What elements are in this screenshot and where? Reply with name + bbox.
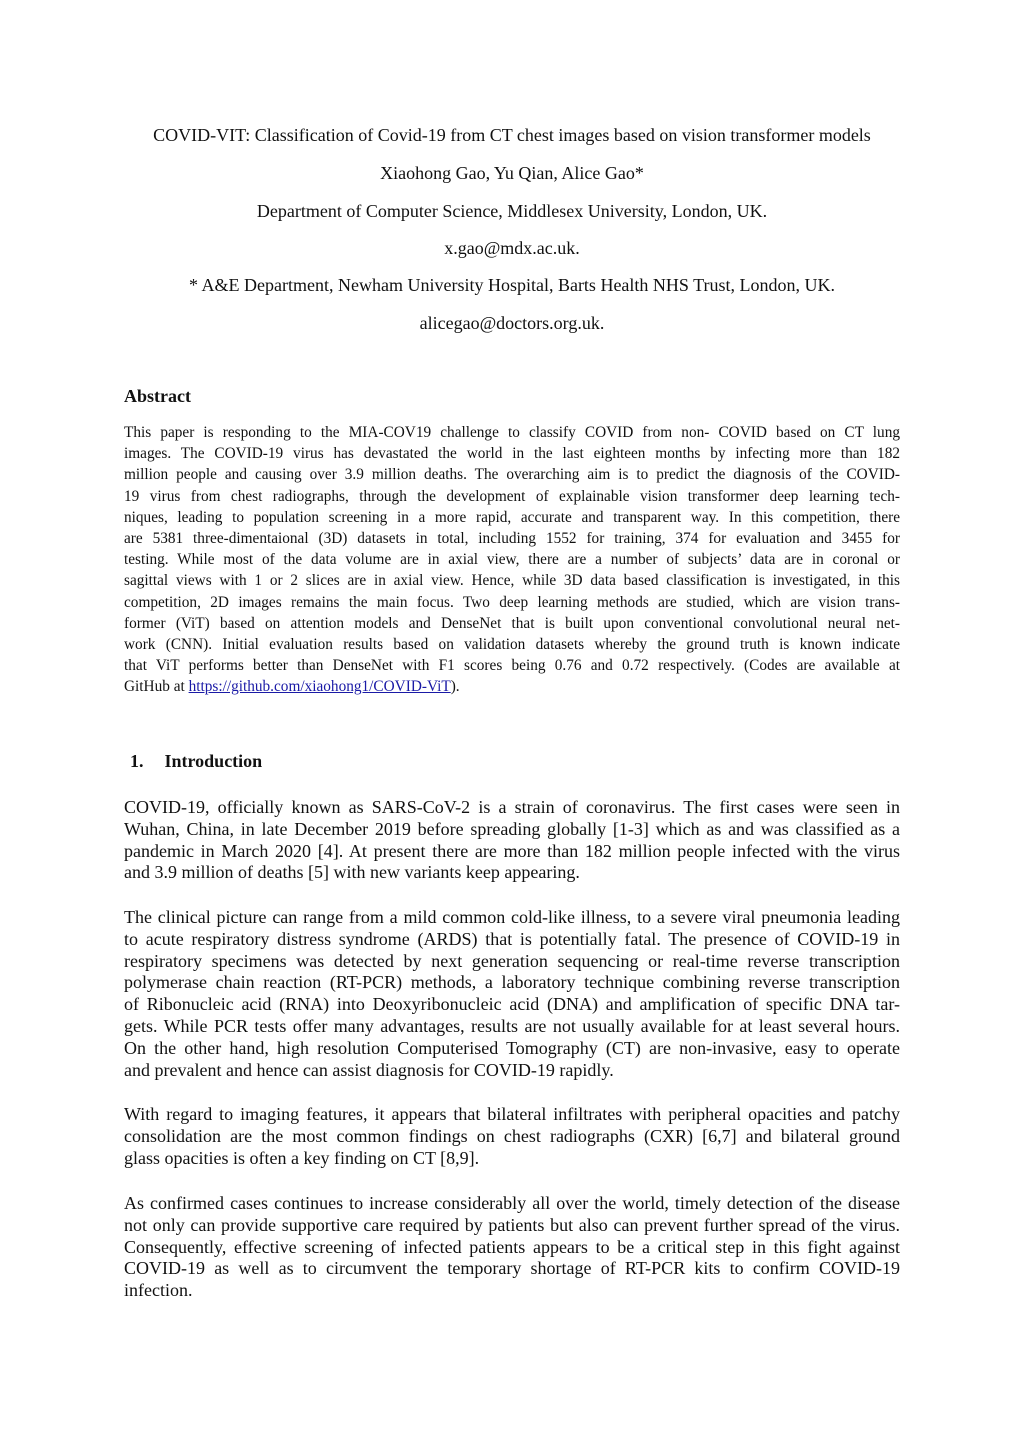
paragraph-line: On the other hand, high resolution Computerised Tomography (CT) are non-invasive, easy to operate: [124, 1037, 900, 1058]
paragraph-line: consolidation are the most common findings on chest radiographs (CXR) [6,7] and bilateral ground: [124, 1125, 900, 1146]
intro-paragraph-2: [124, 907, 900, 1081]
abstract-line: million people and causing over 3.9 million deaths. The overarching aim is to predict the diagnosis of the COVID-: [124, 466, 900, 484]
abstract-last-line: [124, 676, 900, 697]
abstract-line: 19 virus from chest radiographs, through the development of explainable vision transformer deep learning tech-: [124, 487, 900, 505]
abstract-line: that ViT performs better than DenseNet with F1 scores being 0.76 and 0.72 respectively. (Codes are available at: [124, 657, 900, 675]
paragraph-line: COVID-19, officially known as SARS-CoV-2 is a strain of coronavirus. The first cases were seen in: [124, 797, 900, 817]
author-list: Xiaohong Gao, Yu Qian, Alice Gao*: [380, 163, 644, 183]
paragraph-line: not only can provide supportive care required by patients but also can prevent further spread of the virus.: [124, 1214, 900, 1235]
abstract-heading: Abstract: [124, 386, 191, 406]
abstract-body: [124, 422, 900, 697]
paragraph-line: Wuhan, China, in late December 2019 before spreading globally [1-3] which as and was classified as a: [124, 818, 900, 839]
intro-paragraph-4: [124, 1193, 900, 1302]
paragraph-line: respiratory specimens was detected by next generation sequencing or real-time reverse transcription: [124, 950, 900, 971]
paragraph-line: With regard to imaging features, it appears that bilateral infiltrates with peripheral opacities and patchy: [124, 1104, 900, 1124]
intro-paragraph-3: [124, 1104, 900, 1169]
abstract-line: former (ViT) based on attention models and DenseNet that is built upon conventional convolutional neural net-: [124, 614, 900, 632]
section-number: 1.: [130, 751, 144, 771]
abstract-line: testing. While most of the data volume are in axial view, there are a number of subjects’ data are in coronal or: [124, 551, 900, 569]
introduction-heading: [130, 750, 262, 772]
paragraph-line: As confirmed cases continues to increase considerably all over the world, timely detection of the disease: [124, 1193, 900, 1213]
email-2: alicegao@doctors.org.uk.: [419, 313, 605, 333]
paragraph-line: of Ribonucleic acid (RNA) into Deoxyribonucleic acid (DNA) and amplification of specific DNA tar-: [124, 994, 900, 1015]
paragraph-line: polymerase chain reaction (RT-PCR) methods, a laboratory technique combining reverse transcription: [124, 972, 900, 993]
paragraph-line: The clinical picture can range from a mild common cold-like illness, to a severe viral pneumonia leading: [124, 907, 900, 927]
paragraph-line: to acute respiratory distress syndrome (ARDS) that is potentially fatal. The presence of COVID-19 in: [124, 928, 900, 949]
paragraph-line: COVID-19 as well as to circumvent the temporary shortage of RT-PCR kits to confirm COVID-19: [124, 1258, 900, 1279]
affiliation-2: * A&E Department, Newham University Hospital, Barts Health NHS Trust, London, UK.: [189, 275, 835, 295]
paragraph-line: and prevalent and hence can assist diagnosis for COVID-19 rapidly.: [124, 1059, 614, 1080]
abstract-line: work (CNN). Initial evaluation results based on validation datasets whereby the ground truth is known indicate: [124, 635, 900, 653]
section-title: Introduction: [164, 751, 263, 771]
affiliation-1: Department of Computer Science, Middlesex University, London, UK.: [256, 201, 768, 221]
abstract-line: niques, leading to population screening in a more rapid, accurate and transparent way. In this competition, there: [124, 508, 900, 526]
github-link[interactable]: https://github.com/xiaohong1/COVID-ViT: [188, 678, 451, 696]
abstract-line: images. The COVID-19 virus has devastated the world in the last eighteen months by infecting more than 182: [124, 445, 900, 463]
paragraph-line: and 3.9 million of deaths [5] with new variants keep appearing.: [124, 862, 580, 883]
paper-title: COVID-VIT: Classification of Covid-19 from CT chest images based on vision transformer models: [153, 125, 871, 145]
paragraph-line: Consequently, effective screening of infected patients appears to be a critical step in this fight against: [124, 1236, 900, 1257]
paragraph-line: glass opacities is often a key finding on CT [8,9].: [124, 1147, 480, 1168]
paragraph-line: pandemic in March 2020 [4]. At present there are more than 182 million people infected with the virus: [124, 840, 900, 861]
abstract-line: are 5381 three-dimentaional (3D) datasets in total, including 1552 for training, 374 for evaluation and 3455 for: [124, 529, 900, 547]
abstract-last-line-suffix: ).: [450, 678, 460, 696]
paragraph-line: gets. While PCR tests offer many advantages, results are not usually available for at least several hours.: [124, 1015, 900, 1036]
abstract-line: competition, 2D images remains the main focus. Two deep learning methods are studied, which are vision trans-: [124, 593, 900, 611]
intro-paragraph-1: [124, 797, 900, 884]
abstract-line: This paper is responding to the MIA-COV19 challenge to classify COVID from non- COVID based on CT lung: [124, 424, 900, 441]
email-1: x.gao@mdx.ac.uk.: [444, 238, 580, 258]
paragraph-line: infection.: [124, 1280, 193, 1301]
abstract-line: sagittal views with 1 or 2 slices are in axial view. Hence, while 3D data based classification is investigated, in this: [124, 572, 900, 590]
abstract-last-line-prefix: GitHub at: [124, 678, 189, 696]
